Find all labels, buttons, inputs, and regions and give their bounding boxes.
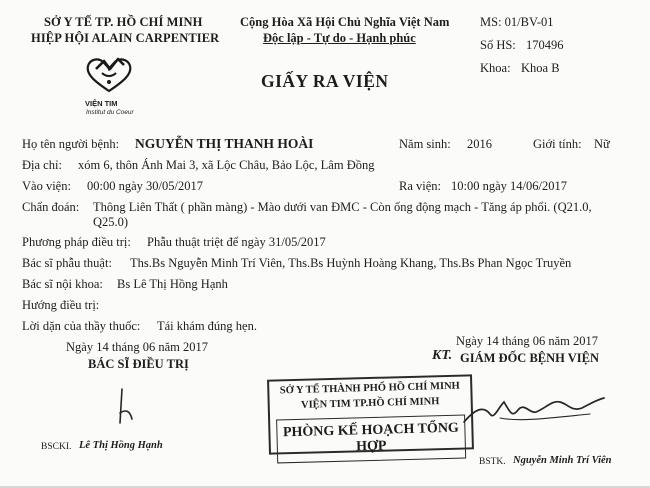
kt-mark: KT. xyxy=(432,348,453,363)
department-name: SỞ Y TẾ TP. HỒ CHÍ MINH xyxy=(44,15,203,29)
nation-name: Cộng Hòa Xã Hội Chủ Nghĩa Việt Nam xyxy=(240,15,450,29)
stamp-line-1: SỞ Y TẾ THÀNH PHỐ HỒ CHÍ MINH xyxy=(279,380,460,397)
treatment-label: Phương pháp điều trị: xyxy=(22,235,131,249)
record-number: 170496 xyxy=(526,38,564,52)
advice: Tái khám đúng hẹn. xyxy=(157,319,257,333)
treatment: Phẫu thuật triệt để ngày 31/05/2017 xyxy=(147,235,326,249)
internist-label: Bác sĩ nội khoa: xyxy=(22,277,103,291)
patient-name-label: Họ tên người bệnh: xyxy=(22,137,120,151)
form-number: MS: 01/BV-01 xyxy=(480,15,554,29)
right-doctor-prefix: BSTK. xyxy=(479,457,506,467)
right-doctor-handwritten-name: Nguyễn Minh Trí Viên xyxy=(513,455,612,466)
diagnosis-line-2: Q25.0) xyxy=(93,215,129,229)
address-label: Địa chỉ: xyxy=(22,158,62,172)
admission-time: 00:00 ngày 30/05/2017 xyxy=(87,179,203,193)
right-signature-mark xyxy=(460,388,630,438)
record-number-label: Số HS: xyxy=(480,38,516,52)
gender: Nữ xyxy=(594,137,610,151)
diagnosis-line-1: Thông Liên Thất ( phần màng) - Mào dưới van ĐMC - Còn ống động mạch - Tăng áp phổi. (Q21.0, xyxy=(93,200,592,214)
stamp-line-2: VIỆN TIM TP.HỒ CHÍ MINH xyxy=(300,396,440,411)
association-name: HIỆP HỘI ALAIN CARPENTIER xyxy=(31,31,220,45)
surgeons: Ths.Bs Nguyễn Minh Trí Viên, Ths.Bs Huỳnh Hoàng Khang, Ths.Bs Phan Ngọc Truyền xyxy=(130,256,572,270)
left-doctor-handwritten-name: Lê Thị Hồng Hạnh xyxy=(79,440,163,451)
document-title: GIẤY RA VIỆN xyxy=(261,71,389,91)
left-signature-mark xyxy=(108,385,148,430)
diagnosis-label: Chẩn đoán: xyxy=(22,200,80,214)
logo-subcaption: Institut du Coeur xyxy=(86,109,134,116)
department-stamp xyxy=(267,374,474,454)
discharge-label: Ra viện: xyxy=(399,179,442,193)
right-sign-date: Ngày 14 tháng 06 năm 2017 xyxy=(456,334,598,348)
birth-year: 2016 xyxy=(467,137,492,151)
treating-doctor-title: BÁC SĨ ĐIỀU TRỊ xyxy=(88,357,189,371)
logo-caption: VIỆN TIM xyxy=(85,99,118,108)
left-doctor-prefix: BSCKI. xyxy=(41,442,72,452)
internist: Bs Lê Thị Hồng Hạnh xyxy=(117,277,228,291)
birth-year-label: Năm sinh: xyxy=(399,137,451,151)
left-sign-date: Ngày 14 tháng 06 năm 2017 xyxy=(66,340,208,354)
discharge-time: 10:00 ngày 14/06/2017 xyxy=(451,179,567,193)
admission-label: Vào viện: xyxy=(22,179,71,193)
address: xóm 6, thôn Ánh Mai 3, xã Lộc Châu, Bảo Lộc, Lâm Đồng xyxy=(78,158,375,172)
ward-label: Khoa: xyxy=(480,61,511,75)
heart-icon xyxy=(84,55,134,95)
stamp-line-3: PHÒNG KẾ HOẠCH TỔNG HỢP xyxy=(276,415,466,464)
ward-value: Khoa B xyxy=(521,61,560,75)
gender-label: Giới tính: xyxy=(533,137,582,151)
hospital-director-title: GIÁM ĐỐC BỆNH VIỆN xyxy=(460,351,600,365)
advice-label: Lời dặn của thầy thuốc: xyxy=(22,319,141,333)
direction-label: Hướng điều trị: xyxy=(22,298,100,312)
nation-motto: Độc lập - Tự do - Hạnh phúc xyxy=(263,31,416,45)
patient-name: NGUYỄN THỊ THANH HOÀI xyxy=(135,136,314,151)
surgeons-label: Bác sĩ phẫu thuật: xyxy=(22,256,112,270)
